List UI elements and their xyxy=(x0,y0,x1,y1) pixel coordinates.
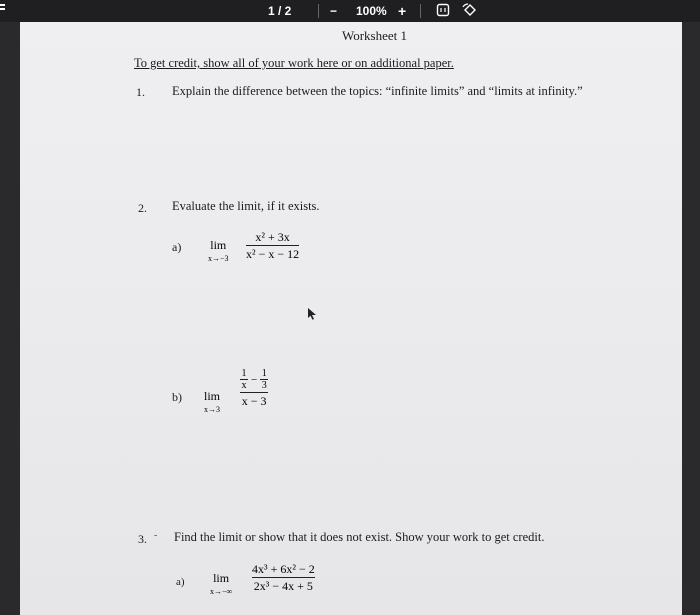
part-3a-fraction xyxy=(252,562,315,593)
denominator: x² − x − 12 xyxy=(246,247,300,261)
compound-numerator xyxy=(240,368,268,391)
lim-subscript: x→−3 xyxy=(208,254,229,263)
part-2a-label: a) xyxy=(172,240,182,254)
part-2a-limit xyxy=(208,238,229,263)
numerator: 4x³ + 6x² − 2 xyxy=(252,562,315,576)
zoom-out-button[interactable]: − xyxy=(330,4,338,18)
fraction-bar xyxy=(252,577,315,578)
viewer-margin-left xyxy=(0,22,20,615)
inner-denominator: x xyxy=(241,380,247,391)
page-indicator[interactable]: 1 / 2 xyxy=(268,4,292,18)
question-2-text: Evaluate the limit, if it exists. xyxy=(172,199,320,213)
toolbar-divider xyxy=(318,4,319,18)
question-3-text: Find the limit or show that it does not exist. Show your work to get credit. xyxy=(174,530,545,544)
inner-fraction xyxy=(240,368,248,391)
inner-numerator: 1 xyxy=(261,368,267,379)
lim-operator: lim xyxy=(204,389,221,403)
fraction-bar xyxy=(246,245,299,246)
fit-page-icon[interactable] xyxy=(436,3,450,21)
question-2-number: 2. xyxy=(138,201,147,215)
fraction-bar xyxy=(240,392,268,393)
part-2b-limit xyxy=(204,389,220,414)
left-edge-icon xyxy=(0,3,6,19)
part-2b-fraction xyxy=(240,368,268,408)
denominator: x − 3 xyxy=(241,394,267,408)
question-1-text: Explain the difference between the topics: “infinite limits” and “limits at infinity.” xyxy=(172,84,583,98)
numerator: x² + 3x xyxy=(255,230,290,244)
inner-denominator: 3 xyxy=(261,380,267,391)
viewer-margin-right xyxy=(682,22,700,615)
question-3-number: 3. xyxy=(138,532,147,546)
mouse-cursor-icon xyxy=(306,307,318,321)
minus-sign: − xyxy=(251,373,258,386)
part-2a-fraction xyxy=(246,230,299,261)
lim-subscript: x→−∞ xyxy=(210,587,233,596)
rotate-icon[interactable] xyxy=(462,3,478,21)
inner-numerator: 1 xyxy=(241,368,247,379)
toolbar-divider xyxy=(420,4,421,18)
instructions: To get credit, show all of your work here or on additional paper. xyxy=(134,56,454,70)
part-2b-label: b) xyxy=(172,390,182,404)
part-3a-label: a) xyxy=(176,576,185,588)
inner-fraction xyxy=(260,368,268,391)
document-page xyxy=(20,22,682,615)
lim-subscript: x→3 xyxy=(204,405,220,414)
part-3a-limit xyxy=(210,571,232,596)
zoom-in-button[interactable]: + xyxy=(398,3,407,19)
pdf-toolbar xyxy=(0,0,700,22)
lim-operator: lim xyxy=(210,238,227,252)
lim-operator: lim xyxy=(213,571,230,585)
denominator: 2x³ − 4x + 5 xyxy=(253,579,313,593)
worksheet-title: Worksheet 1 xyxy=(342,28,408,43)
question-1-number: 1. xyxy=(136,85,145,99)
zoom-level[interactable]: 100% xyxy=(356,4,387,18)
stray-mark: - xyxy=(154,530,158,541)
